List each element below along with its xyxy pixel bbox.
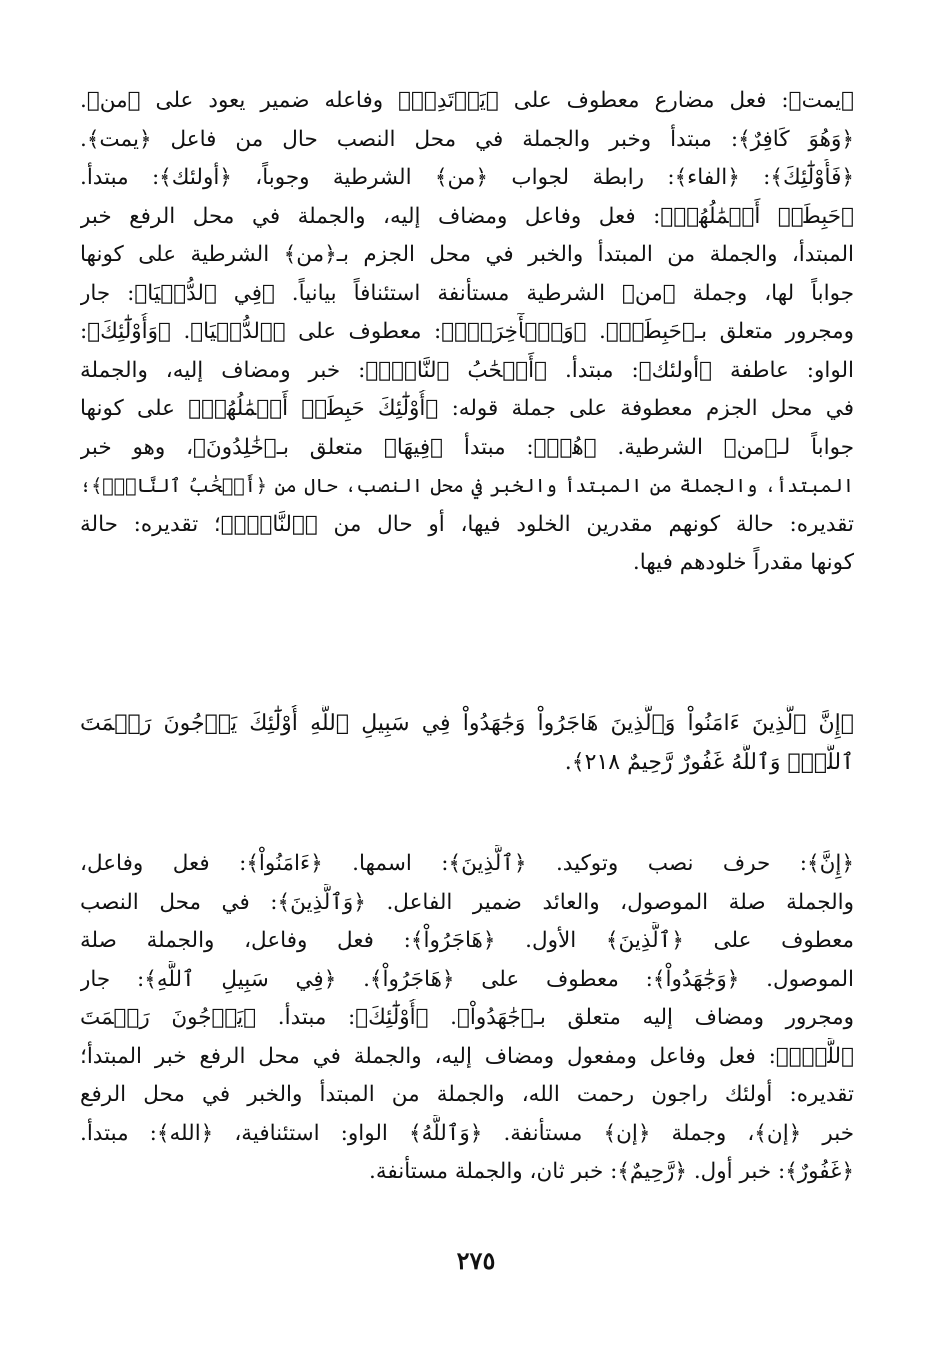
text-line: ﴿فَأُوْلَٰٓئِكَ﴾: ﴿الفاء﴾: رابطة لجواب ﴿من﴾ الشرطية وجوباً، ﴿أولئك﴾: مبتدأ. — [80, 165, 854, 190]
commentary-paragraph-1 — [80, 82, 854, 583]
text-line: ﴿وَهُوَ كَافِرٌ﴾: مبتدأ وخبر والجملة في محل النصب حال من فاعل ﴿يمت﴾. — [80, 126, 854, 152]
text-line: خبر ﴿إن﴾، وجملة ﴿إن﴾ مستأنفة. ﴿وَٱللَّهُ﴾ الواو: استئنافية، ﴿الله﴾: مبتدأ. — [80, 1120, 854, 1146]
page-number: ٢٧٥ — [456, 1246, 496, 1275]
text-line: معطوف على ﴿ٱلَّذِينَ﴾ الأول. ﴿هَاجَرُواْ﴾: فعل وفاعل، والجملة صلة — [80, 928, 854, 953]
text-line: ﴿غَفُورٌ﴾: خبر أول. ﴿رَّحِيمٌ﴾: خبر ثان، والجملة مستأنفة. — [369, 1159, 854, 1184]
text-line: المبتدأ، والجملة من المبتدأ والخبر في محل النصب، حال من ﴿أَصۡحَٰبُ ٱلنَّارِۖ﴾؛ — [80, 475, 854, 497]
verse-line: ٱللَّهِۚ وَٱللَّهُ غَفُورٌ رَّحِيمٌ ٢١٨﴾. — [564, 749, 854, 775]
text-line: تقديره: حالة كونهم مقدرين الخلود فيها، أو حال من ﴿ٱلنَّارِۖ﴾؛ تقديره: حالة — [80, 511, 854, 537]
text-line: الواو: عاطفة ﴿أولئك﴾: مبتدأ. ﴿أَصۡحَٰبُ ٱلنَّارِۖ﴾: خبر ومضاف إليه، والجملة — [80, 357, 854, 383]
text-line: ومجرور ومضاف إليه متعلق بـ﴿جَٰهَدُواْ﴾. ﴿أُوْلَٰٓئِكَ﴾: مبتدأ. ﴿يَرۡجُونَ رَحۡمَتَ — [80, 1005, 854, 1030]
text-line: تقديره: أولئك راجون رحمت الله، والجملة من المبتدأ والخبر في محل الرفع — [80, 1082, 854, 1107]
text-line: كونها مقدراً خلودهم فيها. — [632, 550, 854, 575]
verse-line: ﴿إِنَّ ٱلَّذِينَ ءَامَنُواْ وَٱلَّذِينَ هَاجَرُواْ وَجَٰهَدُواْ فِي سَبِيلِ ٱللَّهِ أُوْلَٰٓئِكَ يَرۡجُونَ رَحۡمَتَ — [80, 711, 854, 736]
quran-verse — [80, 705, 854, 782]
text-line: ومجرور متعلق بـ﴿حَبِطَتۡ﴾. ﴿وَٱلۡأٓخِرَةِۖ﴾: معطوف على ﴿ٱلدُّنۡيَا﴾. ﴿وَأُوْلَٰٓئِكَ﴾: — [80, 319, 854, 344]
text-line: والجملة صلة الموصول، والعائد ضمير الفاعل. ﴿وَٱلَّذِينَ﴾: في محل النصب — [80, 889, 854, 915]
text-line: جواباً لها، وجملة ﴿من﴾ الشرطية مستأنفة استئنافاً بيانياً. ﴿فِي ٱلدُّنۡيَا﴾: جار — [80, 280, 854, 306]
text-line: ﴿إِنَّ﴾: حرف نصب وتوكيد. ﴿ٱلَّذِينَ﴾: اسمها. ﴿ءَامَنُواْ﴾: فعل وفاعل، — [80, 851, 854, 876]
text-line: المبتدأ، والجملة من المبتدأ والخبر في محل الجزم بـ﴿من﴾ الشرطية على كونها — [80, 242, 854, 267]
text-line: جواباً لـ﴿من﴾ الشرطية. ﴿هُمۡ﴾: مبتدأ ﴿فِيهَا﴾ متعلق بـ﴿خَٰلِدُونَ﴾، وهو خبر — [80, 434, 854, 460]
commentary-paragraph-2 — [80, 845, 854, 1192]
text-line: الموصول. ﴿وَجَٰهَدُواْ﴾: معطوف على ﴿هَاجَرُواْ﴾. ﴿فِي سَبِيلِ ٱللَّهِ﴾: جار — [80, 966, 854, 992]
text-line: ﴿يمت﴾: فعل مضارع معطوف على ﴿يَرۡتَدِدۡ﴾ وفاعله ضمير يعود على ﴿من﴾. — [80, 88, 854, 113]
text-line: ٱللَّهِۚ﴾: فعل وفاعل ومفعول ومضاف إليه، والجملة في محل الرفع خبر المبتدأ؛ — [80, 1043, 854, 1069]
text-line: في محل الجزم معطوفة على جملة قوله: ﴿أُوْلَٰٓئِكَ حَبِطَتۡ أَعۡمَٰلُهُمۡ﴾ على كونها — [80, 396, 854, 421]
text-line: ﴿حَبِطَتۡ أَعۡمَٰلُهُمۡ﴾: فعل وفاعل ومضاف إليه، والجملة في محل الرفع خبر — [80, 203, 854, 229]
